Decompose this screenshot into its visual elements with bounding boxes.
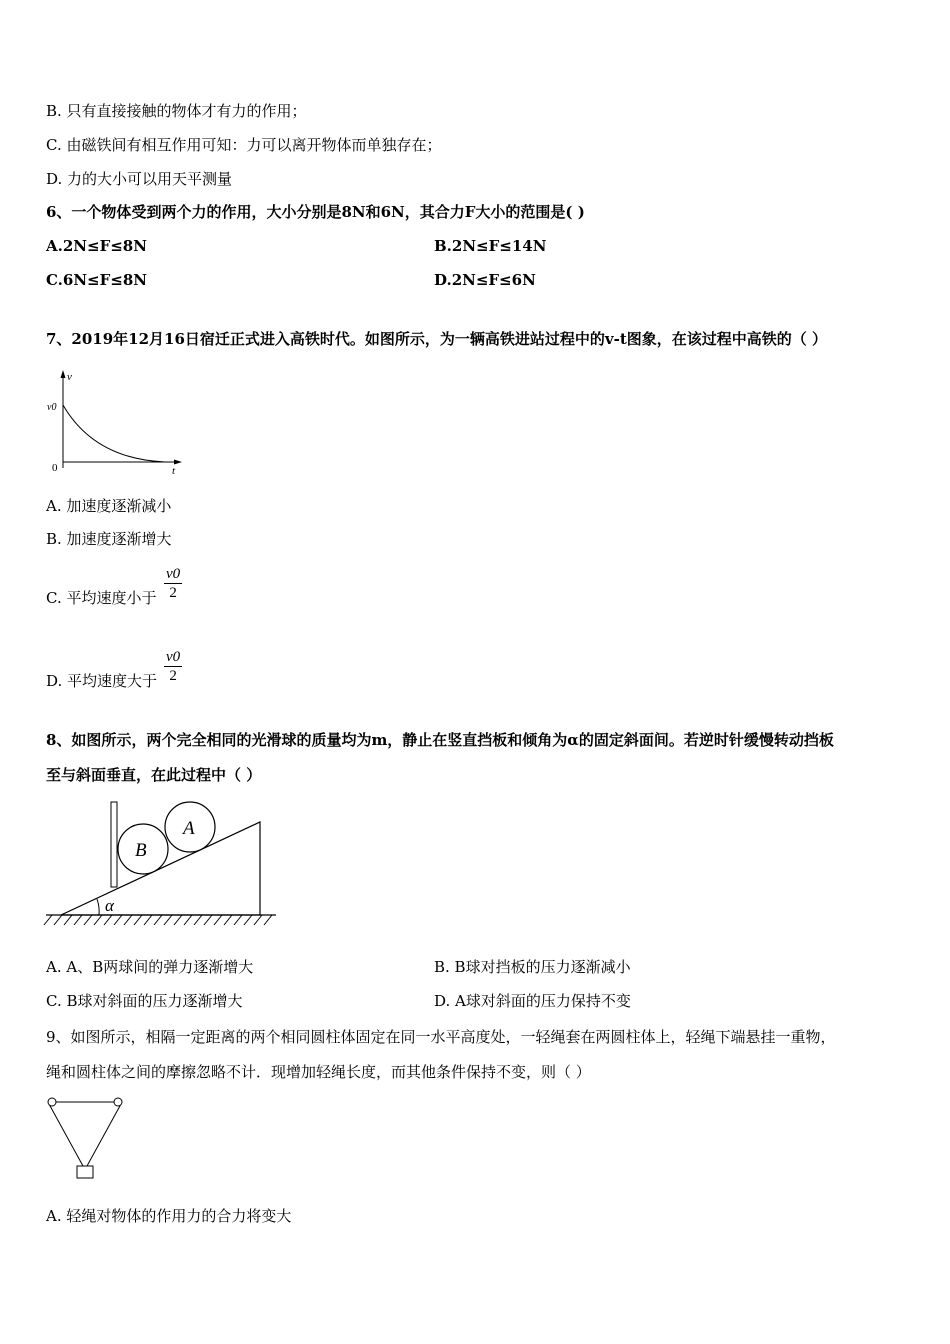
q8-stem-line1: 8、如图所示，两个完全相同的光滑球的质量均为m，静止在竖直挡板和倾角为α的固定斜面间。若逆时针缓慢转动挡板	[46, 731, 834, 749]
q7-option-a: A. 加速度逐渐减小	[46, 497, 172, 515]
q8-stem-line2: 至与斜面垂直，在此过程中（ ）	[46, 766, 262, 784]
q7-option-c: C. 平均速度小于	[46, 589, 157, 607]
left-cylinder	[48, 1098, 56, 1106]
hanging-weight	[77, 1166, 93, 1178]
fraction-numerator: v0	[166, 649, 181, 665]
v-axis-arrow-icon	[61, 370, 66, 378]
q9-stem-line1: 9、如图所示，相隔一定距离的两个相同圆柱体固定在同一水平高度处，一轻绳套在两圆柱体上，轻绳下端悬挂一重物，	[46, 1028, 836, 1046]
q7-option-d: D. 平均速度大于	[46, 672, 158, 690]
vertical-baffle	[111, 802, 117, 887]
q7-vt-graph	[40, 368, 190, 478]
q8-option-c: C. B球对斜面的压力逐渐增大	[46, 992, 243, 1010]
v0-label: v0	[47, 402, 57, 413]
ground-hatch	[44, 915, 272, 925]
right-cylinder	[114, 1098, 122, 1106]
q7-option-d-fraction	[164, 649, 182, 685]
fraction-denominator: 2	[169, 668, 177, 684]
ball-b-label: B	[135, 840, 147, 861]
q7-option-b: B. 加速度逐渐增大	[46, 530, 172, 548]
rope-left	[49, 1104, 83, 1166]
fraction-numerator: v0	[166, 566, 181, 582]
q8-option-d: D. A球对斜面的压力保持不变	[434, 992, 631, 1010]
q6-option-d: D.2N≤F≤6N	[434, 271, 536, 289]
rope-right	[87, 1104, 121, 1166]
angle-label: α	[105, 896, 114, 915]
origin-label: 0	[52, 462, 58, 474]
q5-option-c: C. 由磁铁间有相互作用可知：力可以离开物体而单独存在；	[46, 136, 442, 154]
fraction-denominator: 2	[169, 585, 177, 601]
q9-stem-line2: 绳和圆柱体之间的摩擦忽略不计．现增加轻绳长度，而其他条件保持不变，则（ ）	[46, 1063, 591, 1081]
q6-stem: 6、一个物体受到两个力的作用，大小分别是8N和6N，其合力F大小的范围是( )	[46, 203, 585, 221]
q8-option-a: A. A、B两球间的弹力逐渐增大	[46, 958, 254, 976]
q7-option-c-fraction	[164, 566, 182, 602]
q5-option-b: B. 只有直接接触的物体才有力的作用；	[46, 102, 307, 120]
q6-option-a: A.2N≤F≤8N	[46, 237, 147, 255]
q9-option-a: A. 轻绳对物体的作用力的合力将变大	[46, 1207, 292, 1225]
t-axis-label: t	[172, 465, 176, 477]
decay-curve	[63, 405, 165, 462]
v-axis-label: v	[67, 371, 72, 383]
angle-arc	[97, 899, 99, 915]
q6-option-b: B.2N≤F≤14N	[434, 237, 547, 255]
ball-a-label: A	[183, 818, 195, 839]
q8-option-b: B. B球对挡板的压力逐渐减小	[434, 958, 631, 976]
q5-option-d: D. 力的大小可以用天平测量	[46, 170, 233, 188]
t-axis-arrow-icon	[174, 460, 182, 465]
q8-incline-figure	[44, 798, 284, 933]
q9-rope-figure	[44, 1094, 134, 1184]
q6-option-c: C.6N≤F≤8N	[46, 271, 147, 289]
q7-stem: 7、2019年12月16日宿迁正式进入高铁时代。如图所示，为一辆高铁进站过程中的v-t图象，在该过程中高铁的（ ）	[46, 330, 828, 348]
